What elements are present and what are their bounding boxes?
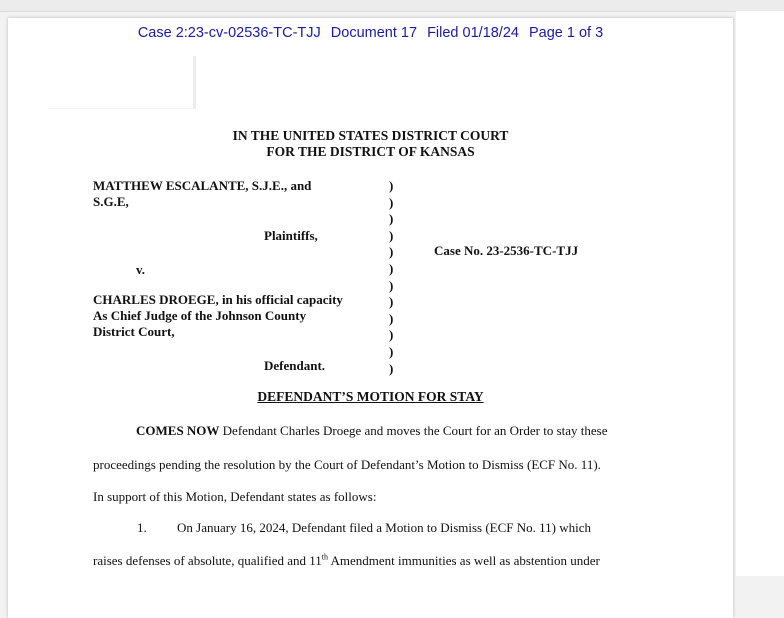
ordinal-superscript: th <box>321 552 328 562</box>
caption-paren: ) <box>389 194 394 210</box>
defendant-name-line2: As Chief Judge of the Johnson County <box>93 308 307 323</box>
motion-title: DEFENDANT’S MOTION FOR STAY <box>257 389 484 404</box>
item-text: On January 16, 2024, Defendant filed a Motion to Dismiss (ECF No. 11) which <box>177 520 592 535</box>
case-reference: Case 2:23-cv-02536-TC-TJJ <box>137 25 321 41</box>
defendant-name-line3: District Court, <box>93 324 175 339</box>
numbered-item-1-continuation <box>93 553 653 569</box>
court-heading-line1: IN THE UNITED STATES DISTRICT COURT <box>232 128 509 143</box>
page-indicator: Page 1 of 3 <box>529 25 604 41</box>
caption-paren: ) <box>389 178 394 193</box>
caption-parentheses-column <box>389 178 399 377</box>
document-number: Document 17 <box>330 25 418 41</box>
caption-paren: ) <box>389 260 394 276</box>
document-page <box>8 18 733 618</box>
caption-paren: ) <box>389 227 394 243</box>
plaintiffs-label: Plaintiffs, <box>264 228 318 243</box>
filing-header-stamp <box>8 25 733 41</box>
caption-paren: ) <box>389 343 394 359</box>
caption-paren: ) <box>389 244 394 260</box>
caption-paren: ) <box>389 310 394 326</box>
motion-paragraph-line3: In support of this Motion, Defendant states as follows: <box>93 489 377 504</box>
plaintiff-name-line2: S.G.E, <box>93 194 129 209</box>
defendant-name-line1: CHARLES DROEGE, in his official capacity <box>93 292 343 307</box>
viewer-top-bar <box>0 0 784 12</box>
court-heading-line2: FOR THE DISTRICT OF KANSAS <box>266 144 475 159</box>
numbered-item-1 <box>93 520 653 536</box>
caption-paren: ) <box>389 277 394 293</box>
motion-paragraph-line1-text: Defendant Charles Droege and moves the Court for an Order to stay these <box>219 423 608 438</box>
comes-now-lead: COMES NOW <box>136 423 220 438</box>
item-number: 1. <box>137 520 147 535</box>
item-continuation-a: raises defenses of absolute, qualified and 11 <box>93 553 322 568</box>
caption-paren: ) <box>389 327 394 343</box>
viewer-right-gutter <box>736 11 784 576</box>
court-heading <box>8 128 733 160</box>
filed-date: Filed 01/18/24 <box>427 25 519 41</box>
caption-paren: ) <box>389 211 394 227</box>
caption-paren: ) <box>389 360 394 376</box>
plaintiff-name-line1: MATTHEW ESCALANTE, S.J.E., and <box>93 178 312 193</box>
caption-paren: ) <box>389 294 394 310</box>
versus-label: v. <box>136 262 146 277</box>
defendant-label: Defendant. <box>264 358 326 373</box>
item-continuation-b: Amendment immunities as well as abstention under <box>328 553 600 568</box>
case-number: Case No. 23-2536-TC-TJJ <box>434 243 579 258</box>
motion-paragraph-line1 <box>93 423 653 439</box>
faint-image-artifact <box>48 56 196 109</box>
motion-paragraph-line2: proceedings pending the resolution by the Court of Defendant’s Motion to Dismiss (ECF No. 11). <box>93 457 601 472</box>
